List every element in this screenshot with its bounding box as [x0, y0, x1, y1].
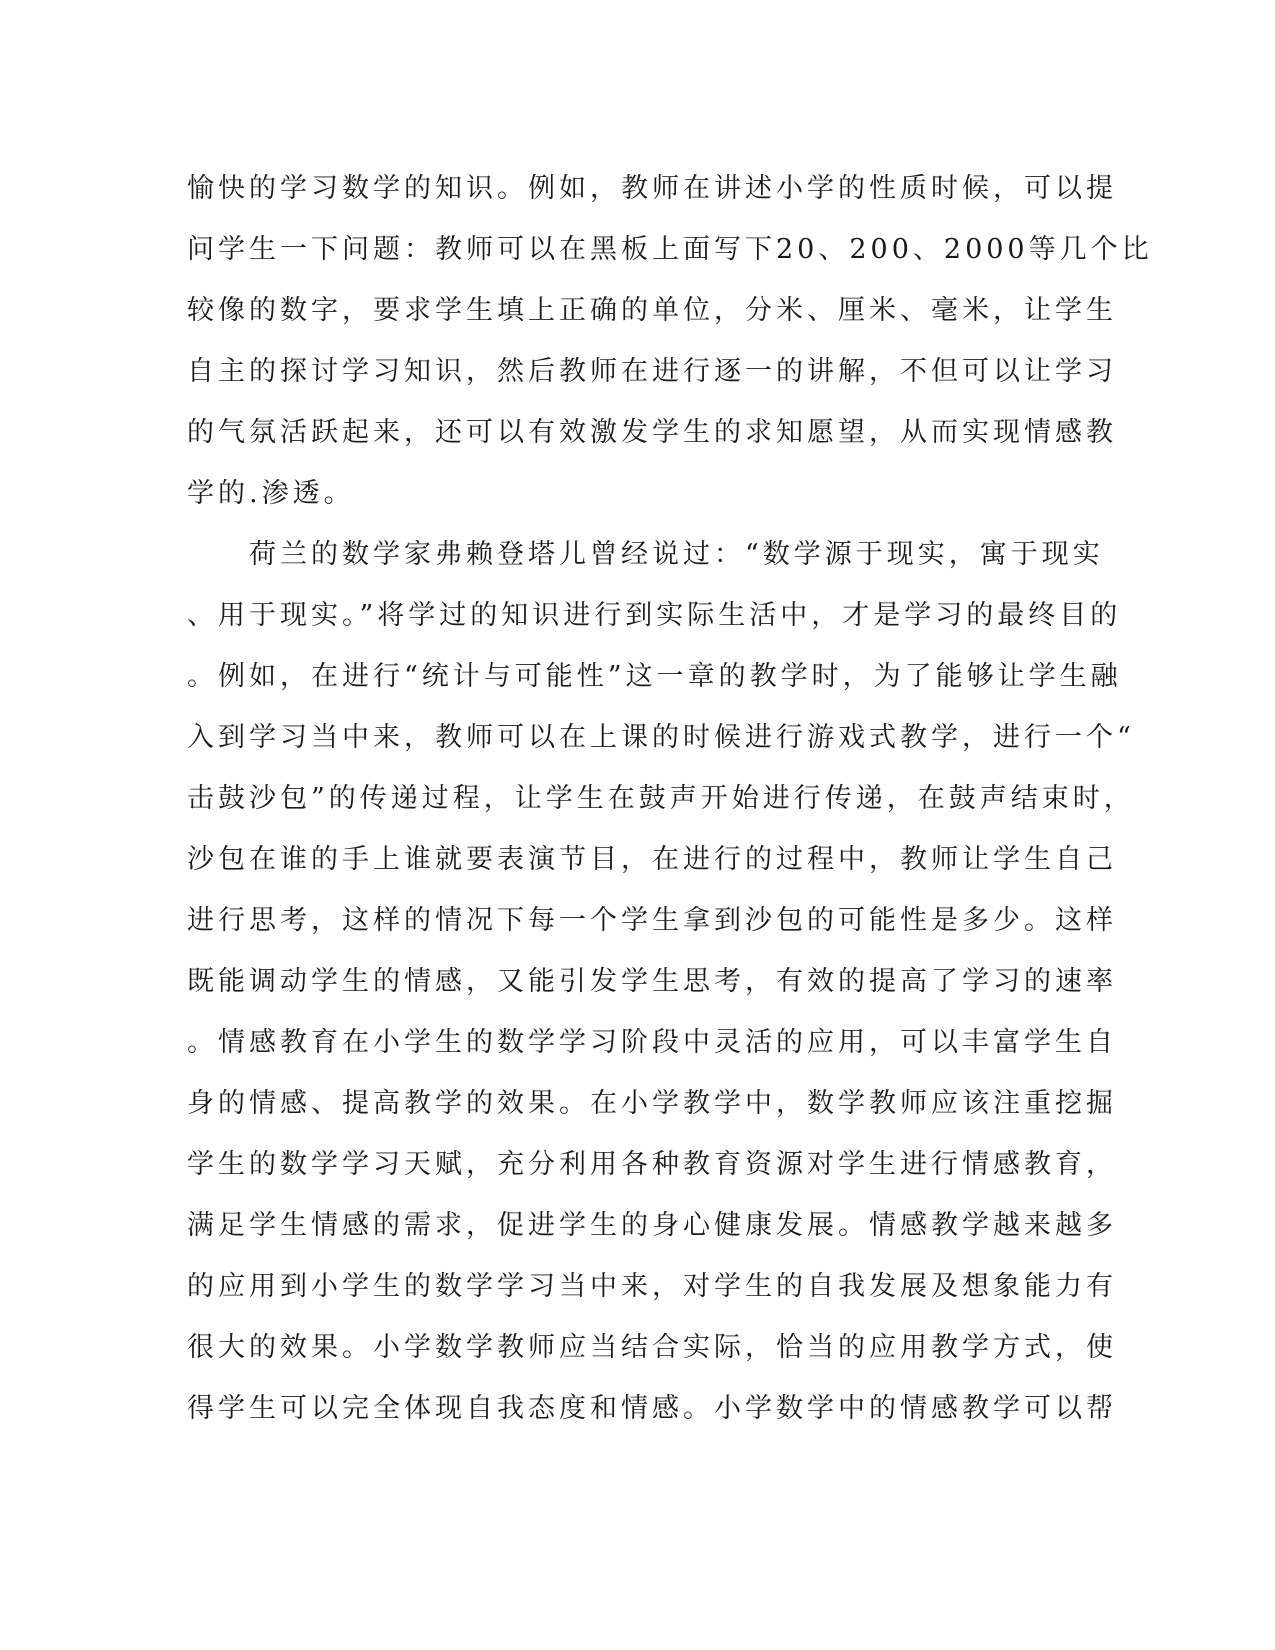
text-line: 、用于现实。”将学过的知识进行到实际生活中，才是学习的最终目的: [187, 600, 1122, 631]
text-line: 得学生可以完全体现自我态度和情感。小学数学中的情感教学可以帮: [187, 1393, 1117, 1424]
text-line: 愉快的学习数学的知识。例如，教师在讲述小学的性质时候，可以提: [187, 173, 1117, 204]
text-line: 的应用到小学生的数学学习当中来，对学生的自我发展及想象能力有: [187, 1271, 1117, 1302]
text-line: 既能调动学生的情感，又能引发学生思考，有效的提高了学习的速率: [187, 966, 1117, 997]
text-line: 沙包在谁的手上谁就要表演节目，在进行的过程中，教师让学生自己: [187, 844, 1117, 875]
text-line: 的气氛活跃起来，还可以有效激发学生的求知愿望，从而实现情感教: [187, 417, 1117, 448]
text-line: 较像的数字，要求学生填上正确的单位，分米、厘米、毫米，让学生: [187, 295, 1117, 326]
body-text: [187, 158, 1153, 1439]
text-line: 。例如，在进行“统计与可能性”这一章的教学时，为了能够让学生融: [187, 661, 1122, 692]
text-line: 学生的数学学习天赋，充分利用各种教育资源对学生进行情感教育，: [187, 1149, 1117, 1180]
text-line: 击鼓沙包”的传递过程，让学生在鼓声开始进行传递，在鼓声结束时，: [187, 783, 1135, 814]
text-line: 问学生一下问题：教师可以在黑板上面写下20、200、2000等几个比: [187, 234, 1153, 265]
text-line: 学的.渗透。: [187, 478, 355, 509]
text-line: 很大的效果。小学数学教师应当结合实际，恰当的应用教学方式，使: [187, 1332, 1117, 1363]
text-line: 。情感教育在小学生的数学学习阶段中灵活的应用，可以丰富学生自: [187, 1027, 1117, 1058]
text-line: 自主的探讨学习知识，然后教师在进行逐一的讲解，不但可以让学习: [187, 356, 1117, 387]
text-line: 入到学习当中来，教师可以在上课的时候进行游戏式教学，进行一个“: [187, 722, 1135, 753]
text-line: 身的情感、提高教学的效果。在小学教学中，数学教师应该注重挖掘: [187, 1088, 1117, 1119]
text-line: 满足学生情感的需求，促进学生的身心健康发展。情感教学越来越多: [187, 1210, 1117, 1241]
text-line: 进行思考，这样的情况下每一个学生拿到沙包的可能性是多少。这样: [187, 905, 1117, 936]
text-line: 荷兰的数学家弗赖登塔儿曾经说过：“数学源于现实，寓于现实: [187, 539, 1104, 570]
